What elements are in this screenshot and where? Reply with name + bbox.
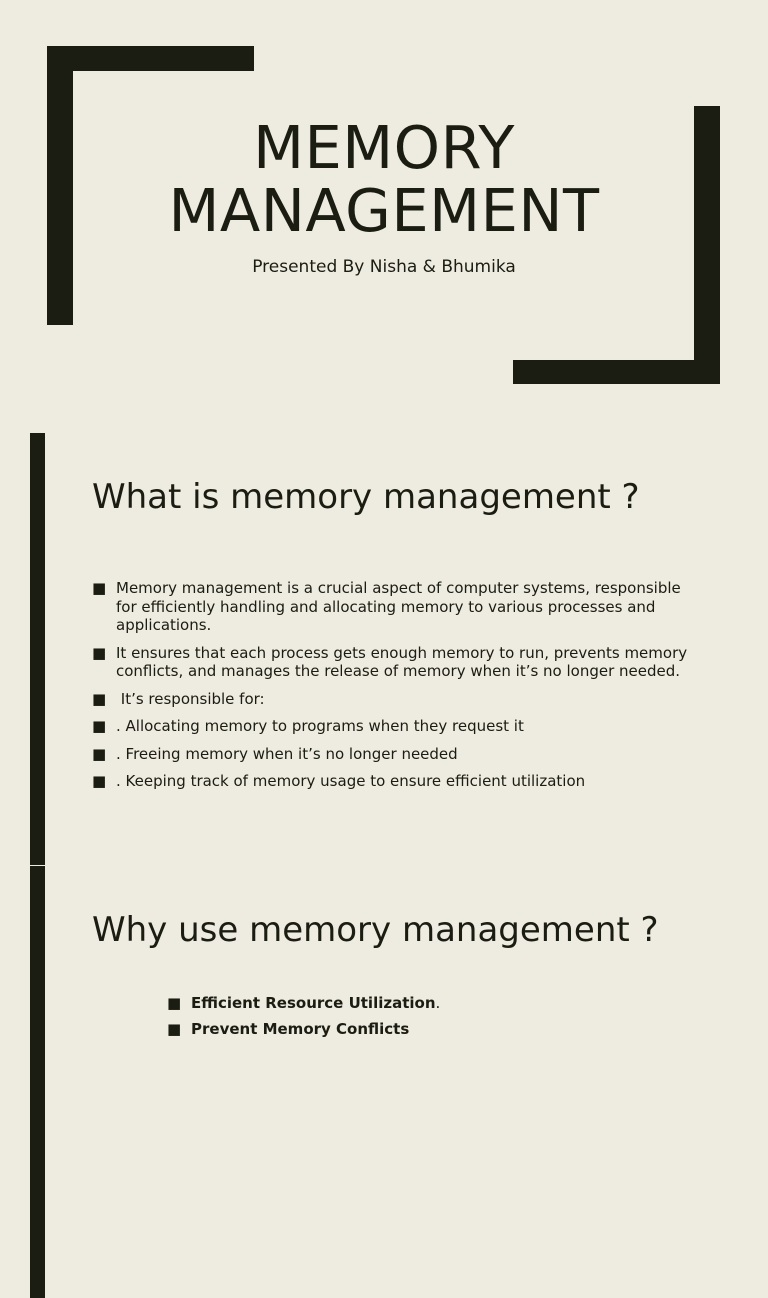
accent-bar <box>30 433 45 865</box>
bullet-text: . Allocating memory to programs when they request it <box>116 717 524 735</box>
list-item <box>167 994 727 1012</box>
slide-heading: What is memory management ? <box>92 477 640 517</box>
title-line-1: MEMORY <box>253 113 515 182</box>
bullet-square-icon: ■ <box>167 1020 182 1038</box>
bullet-rest-text: . <box>435 994 441 1012</box>
bullet-square-icon: ■ <box>92 579 107 597</box>
bullet-text: Memory management is a crucial aspect of computer systems, responsible for efficiently handling and allocating memory to various processes and applications. <box>116 579 681 634</box>
title-slide <box>0 0 768 432</box>
list-item <box>92 690 692 709</box>
bullet-square-icon: ■ <box>92 643 107 662</box>
bullet-list <box>167 994 727 1046</box>
list-item <box>92 745 692 764</box>
list-item <box>92 717 692 736</box>
bullet-text: . Freeing memory when it’s no longer needed <box>116 744 458 763</box>
bullet-text <box>191 1020 727 1038</box>
slide-heading: Why use memory management ? <box>92 910 659 950</box>
why-slide <box>0 866 768 1298</box>
list-item <box>92 644 692 681</box>
bullet-square-icon: ■ <box>167 994 182 1012</box>
accent-bar <box>30 866 45 1298</box>
bullet-text: . Keeping track of memory usage to ensure efficient utilization <box>116 772 586 790</box>
bullet-text: It ensures that each process gets enough memory to run, prevents memory conflicts, and manages the release of memory when it’s no longer needed. <box>116 643 688 680</box>
corner-bracket-top-left-horizontal <box>47 46 254 71</box>
corner-bracket-bottom-right-horizontal <box>513 360 720 384</box>
bullet-square-icon: ■ <box>92 717 107 735</box>
bullet-bold-text: Prevent Memory Conflicts <box>191 1020 410 1038</box>
list-item <box>167 1020 727 1038</box>
bullet-square-icon: ■ <box>92 689 107 708</box>
subtitle: Presented By Nisha & Bhumika <box>252 257 516 277</box>
bullet-text: It’s responsible for: <box>116 689 265 708</box>
bullet-text <box>191 994 727 1012</box>
list-item <box>92 579 692 635</box>
bullet-bold-text: Efficient Resource Utilization <box>191 994 436 1012</box>
list-item <box>92 772 692 791</box>
title-line-2: MANAGEMENT <box>168 176 600 245</box>
bullet-list <box>92 579 692 800</box>
definition-slide <box>0 433 768 865</box>
bullet-square-icon: ■ <box>92 744 107 763</box>
bullet-square-icon: ■ <box>92 772 107 790</box>
